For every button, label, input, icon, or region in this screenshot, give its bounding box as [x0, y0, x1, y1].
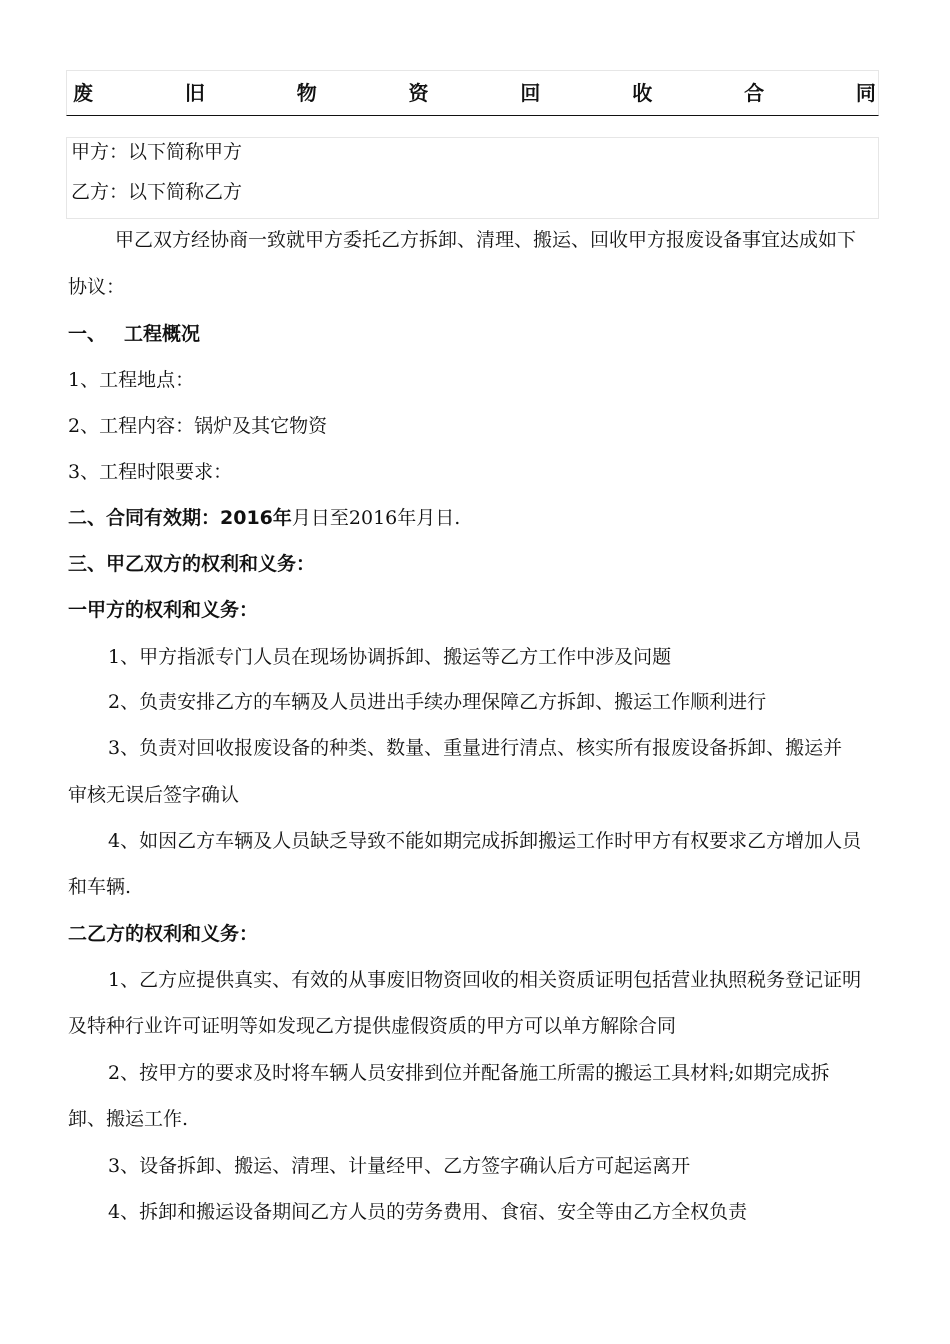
title-char: 合	[744, 80, 765, 105]
section-1-item: 3、工程时限要求：	[68, 461, 233, 483]
party-a-item-3-line-2: 审核无误后签字确认	[68, 784, 240, 806]
section-3-heading: 三、甲乙双方的权利和义务：	[68, 553, 316, 575]
title-char: 废	[73, 80, 93, 105]
section-1-number: 一、	[68, 323, 107, 345]
title-char: 回	[520, 80, 541, 105]
party-a-item-2: 2、负责安排乙方的车辆及人员进出手续办理保障乙方拆卸、搬运工作顺利进行	[108, 691, 767, 713]
party-a-item-3-line-1: 3、负责对回收报废设备的种类、数量、重量进行清点、核实所有报废设备拆卸、搬运并	[108, 737, 843, 759]
title-char: 物	[296, 80, 317, 105]
party-a-line: 甲方：以下简称甲方	[71, 141, 243, 163]
party-b-item-1-line-1: 1、乙方应提供真实、有效的从事废旧物资回收的相关资质证明包括营业执照税务登记证明	[108, 969, 862, 991]
intro-line-1: 甲乙双方经协商一致就甲方委托乙方拆卸、清理、搬运、回收甲方报废设备事宜达成如下	[115, 229, 857, 251]
party-b-item-3: 3、设备拆卸、搬运、清理、计量经甲、乙方签字确认后方可起运离开	[108, 1155, 691, 1177]
title-box	[66, 70, 879, 116]
party-b-item-4: 4、拆卸和搬运设备期间乙方人员的劳务费用、食宿、安全等由乙方全权负责	[108, 1201, 748, 1223]
party-b-item-2-line-2: 卸、搬运工作.	[68, 1108, 189, 1130]
parties-box	[66, 137, 879, 219]
section-2-dates: 月日至2016年月日.	[291, 507, 461, 529]
intro-line-2: 协议：	[68, 276, 126, 298]
section-1-item: 1、工程地点：	[68, 369, 195, 391]
title-char: 资	[408, 80, 429, 105]
party-a-item-4-line-2: 和车辆.	[68, 876, 132, 898]
document-title	[73, 71, 876, 111]
party-a-rights-heading: 一甲方的权利和义务：	[68, 599, 259, 621]
title-char: 旧	[184, 80, 205, 105]
party-b-item-1-line-2: 及特种行业许可证明等如发现乙方提供虚假资质的甲方可以单方解除合同	[68, 1015, 677, 1037]
section-2-line	[68, 506, 460, 530]
section-1-title: 工程概况	[124, 323, 201, 345]
section-1-heading	[68, 322, 200, 346]
party-a-item-4-line-1: 4、如因乙方车辆及人员缺乏导致不能如期完成拆卸搬运工作时甲方有权要求乙方增加人员	[108, 830, 862, 852]
party-b-line: 乙方：以下简称乙方	[71, 181, 243, 203]
party-a-item-1: 1、甲方指派专门人员在现场协调拆卸、搬运等乙方工作中涉及问题	[108, 646, 672, 668]
party-b-rights-heading: 二乙方的权利和义务：	[68, 923, 259, 945]
section-1-item: 2、工程内容：锅炉及其它物资	[68, 415, 328, 437]
title-char: 收	[632, 80, 653, 105]
party-b-item-2-line-1: 2、按甲方的要求及时将车辆人员安排到位并配备施工所需的搬运工具材料;如期完成拆	[108, 1062, 830, 1084]
section-2-label: 二、合同有效期：2016年	[68, 507, 292, 529]
title-char: 同	[855, 80, 876, 105]
